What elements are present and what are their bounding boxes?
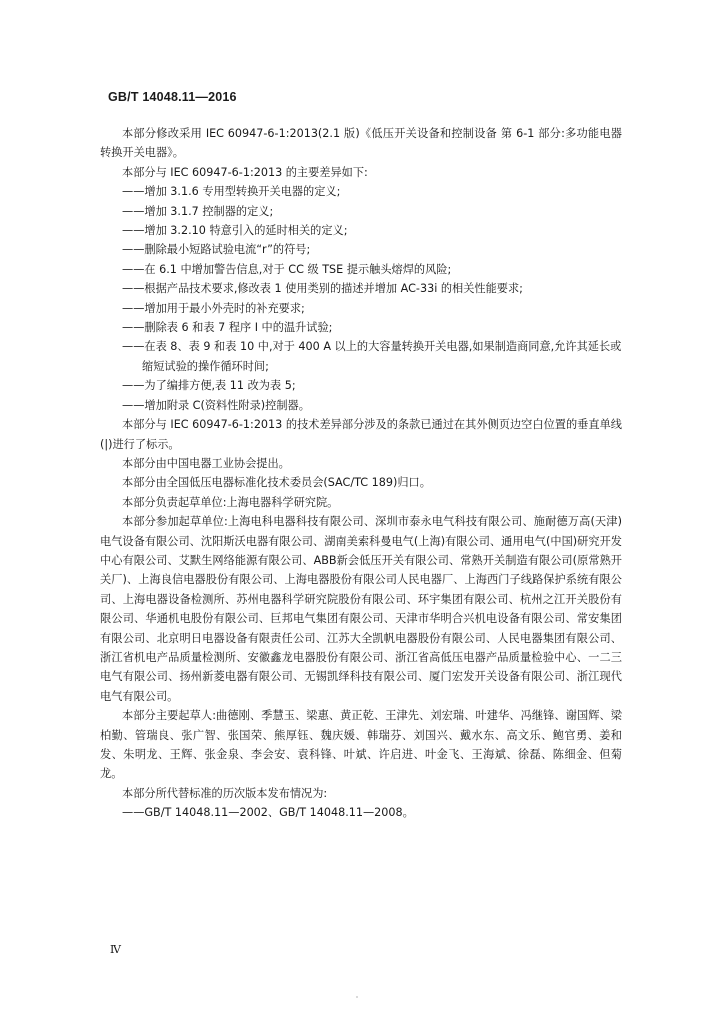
standard-number-header: GB/T 14048.11—2016 — [108, 90, 237, 104]
difference-item: ——增加附录 C(资料性附录)控制器。 — [122, 398, 310, 412]
difference-item: ——根据产品技术要求,修改表 1 使用类别的描述并增加 AC-33i 的相关性能要求; — [122, 282, 523, 296]
difference-item: ——增加用于最小外壳时的补充要求; — [122, 301, 305, 315]
difference-item: ——增加 3.1.7 控制器的定义; — [122, 204, 274, 218]
difference-item: ——删除最小短路试验电流“r”的符号; — [122, 243, 311, 257]
paragraph-differences-intro: 本部分与 IEC 60947-6-1:2013 的主要差异如下: — [122, 165, 368, 179]
difference-item: ——增加 3.1.6 专用型转换开关电器的定义; — [122, 185, 341, 199]
paragraph-margin-note: 本部分与 IEC 60947-6-1:2013 的技术差异部分涉及的条款已通过在其外侧页边空白位置的垂直单线(|)进行了标示。 — [100, 418, 622, 451]
paragraph-adoption: 本部分修改采用 IEC 60947-6-1:2013(2.1 版)《低压开关设备和控制设备 第 6-1 部分:多功能电器转换开关电器》。 — [100, 127, 622, 160]
page-number: Ⅳ — [110, 943, 121, 956]
scan-speck — [356, 996, 358, 998]
paragraph-lead-drafter: 本部分负责起草单位:上海电器科学研究院。 — [122, 495, 339, 509]
paragraph-drafters: 本部分主要起草人:曲德刚、季慧玉、梁惠、黄正乾、王津先、刘宏瑞、叶建华、冯继锋、谢国辉、梁柏勤、管瑞良、张广智、张国荣、熊厚钰、魏庆媛、韩瑞芬、刘国兴、戴水东、高文乐、鲍官勇、姜和发、朱明龙、王辉、张金泉、李会安、袁科锋、叶斌、许启进、叶金飞、王海斌、徐磊、陈细金、但菊龙。 — [100, 709, 622, 781]
difference-item: ——增加 3.2.10 特意引入的延时相关的定义; — [122, 224, 348, 238]
history-item: ——GB/T 14048.11—2002、GB/T 14048.11—2008。 — [122, 806, 414, 820]
document-body — [100, 124, 622, 823]
difference-item: ——在 6.1 中增加警告信息,对于 CC 级 TSE 提示触头熔焊的风险; — [122, 262, 452, 276]
paragraph-proposer: 本部分由中国电器工业协会提出。 — [122, 456, 290, 470]
difference-item: ——为了编排方便,表 11 改为表 5; — [122, 379, 296, 393]
difference-item — [100, 337, 622, 376]
difference-item-text: ——在表 8、表 9 和表 10 中,对于 400 A 以上的大容量转换开关电器,如果制造商同意,允许其延长或缩短试验的操作循环时间; — [122, 340, 622, 373]
paragraph-history-intro: 本部分所代替标准的历次版本发布情况为: — [122, 786, 328, 800]
paragraph-participants: 本部分参加起草单位:上海电科电器科技有限公司、深圳市泰永电气科技有限公司、施耐德万高(天津)电气设备有限公司、沈阳斯沃电器有限公司、湖南美索科曼电气(上海)有限公司、通用电气(中国)研究开发中心有限公司、艾默生网络能源有限公司、ABB新会低压开关有限公司、常熟开关制造有限公司(原常熟开关厂)、上海良信电器股份有限公司、上海电器股份有限公司人民电器厂、上海西门子线路保护系统有限公司、上海电器设备检测所、苏州电器科学研究院股份有限公司、环宇集团有限公司、杭州之江开关股份有限公司、华通机电股份有限公司、巨邦电气集团有限公司、天津市华明合兴机电设备有限公司、常安集团有限公司、北京明日电器设备有限责任公司、江苏大全凯帆电器股份有限公司、人民电器集团有限公司、浙江省机电产品质量检测所、安徽鑫龙电器股份有限公司、浙江省高低压电器产品质量检验中心、一二三电气有限公司、扬州新菱电器有限公司、无锡凯绎科技有限公司、厦门宏发开关设备有限公司、浙江现代电气有限公司。 — [100, 515, 622, 703]
paragraph-centralized: 本部分由全国低压电器标准化技术委员会(SAC/TC 189)归口。 — [122, 476, 431, 490]
difference-item: ——删除表 6 和表 7 程序 I 中的温升试验; — [122, 321, 333, 335]
